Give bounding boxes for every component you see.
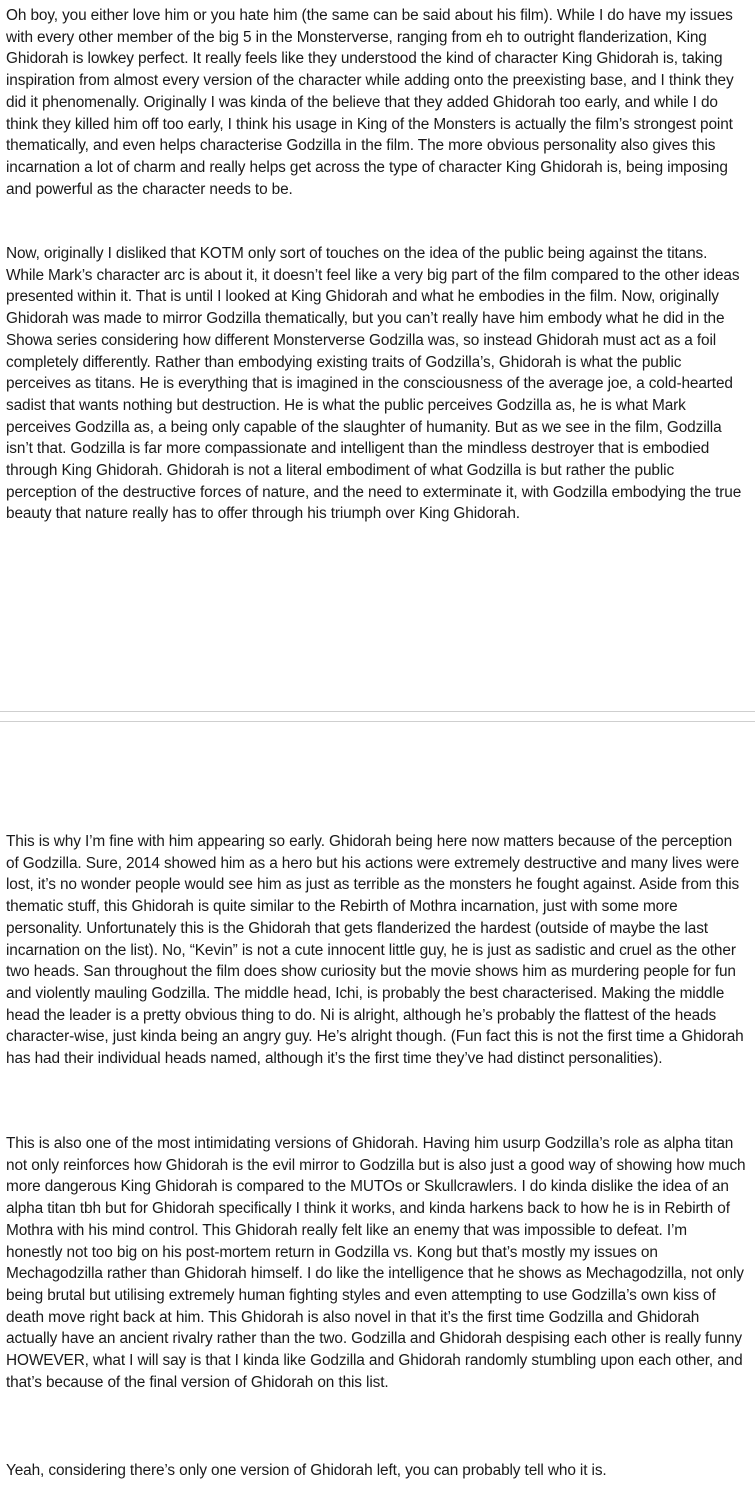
paragraph-closing: Yeah, considering there’s only one version of Ghidorah left, you can probably tell who it is. [6,1462,607,1479]
paragraph-intimidation: This is also one of the most intimidating versions of Ghidorah. Having him usurp Godzilla’s role as alpha titan not only reinforces how Ghidorah is the evil mirror to Godzilla but is also just a good way of showing how much more dangerous King Ghidorah is compared to the MUTOs or Skullcrawlers. I do kinda dislike the idea of an alpha titan tbh but for Ghidorah specifically I think it works, and kinda harkens back to how he is in Rebirth of Mothra with his mind control. This Ghidorah really felt like an enemy that was impossible to defeat. I’m honestly not too big on his post-mortem return in Godzilla vs. Kong but that’s mostly my issues on Mechagodzilla rather than Ghidorah himself. I do like the intelligence that he shows as Mechagodzilla, not only being brutal but utilising extremely human fighting styles and even attempting to use Godzilla’s own kiss of death move right back at him. This Ghidorah is also novel in that it’s the first time Godzilla and Ghidorah actually have an ancient rivalry rather than the two. Godzilla and Ghidorah despising each other is really funny HOWEVER, what I will say is that I kinda like Godzilla and Ghidorah randomly stumbling upon each other, and that’s because of the final version of Ghidorah on this list. [6,1135,746,1391]
page-break-divider [0,711,755,722]
paragraph-early-appearance: This is why I’m fine with him appearing so early. Ghidorah being here now matters because of the perception of Godzilla. Sure, 2014 showed him as a hero but his actions were extremely destructive and many lives were lost, it’s no wonder people would see him as just as terrible as the monsters he fought against. Aside from this thematic stuff, this Ghidorah is quite similar to the Rebirth of Mothra incarnation, just with some more personality. Unfortunately this is the Ghidorah that gets flanderized the hardest (outside of maybe the last incarnation on the list). No, “Kevin” is not a cute innocent little guy, he is just as sadistic and cruel as the other two heads. San throughout the film does show curiosity but the movie shows him as murdering people for fun and violently mauling Godzilla. The middle head, Ichi, is probably the best characterised. Making the middle head the leader is a pretty obvious thing to do. Ni is alright, although he’s probably the flattest of the heads character-wise, just kinda being an angry guy. He’s alright though. (Fun fact this is not the first time a Ghidorah has had their individual heads named, although it’s the first time they’ve had distinct personalities). [6,833,744,1068]
paragraph-theme: Now, originally I disliked that KOTM only sort of touches on the idea of the public being against the titans. While Mark’s character arc is about it, it doesn’t feel like a very big part of the film compared to the other ideas presented within it. That is until I looked at King Ghidorah and what he embodies in the film. Now, originally Ghidorah was made to mirror Godzilla thematically, but you can’t really have him embody what he did in the Showa series considering how different Monsterverse Godzilla was, so instead Ghidorah must act as a foil completely differently. Rather than embodying existing traits of Godzilla’s, Ghidorah is what the public perceives as titans. He is everything that is imagined in the consciousness of the average joe, a cold-hearted sadist that wants nothing but destruction. He is what the public perceives Godzilla as, he is what Mark perceives Godzilla as, a being only capable of the slaughter of humanity. But as we see in the film, Godzilla isn’t that. Godzilla is far more compassionate and intelligent than the mindless destroyer that is embodied through King Ghidorah. Ghidorah is not a literal embodiment of what Godzilla is but rather the public perception of the destructive forces of nature, and the need to exterminate it, with Godzilla embodying the true beauty that nature really has to offer through his triumph over King Ghidorah. [6,245,742,523]
document-page-1 [0,0,755,711]
paragraph-intro: Oh boy, you either love him or you hate him (the same can be said about his film). While I do have my issues with every other member of the big 5 in the Monsterverse, ranging from eh to outright flanderization, King Ghidorah is lowkey perfect. It really feels like they understood the kind of character King Ghidorah is, taking inspiration from almost every version of the character while adding onto the preexisting base, and I think they did it phenomenally. Originally I was kinda of the believe that they added Ghidorah too early, and while I do think they killed him off too early, I think his usage in King of the Monsters is actually the film’s strongest point thematically, and even helps characterise Godzilla in the film. The more obvious personality also gives this incarnation a lot of charm and really helps get across the type of character King Ghidorah is, being imposing and powerful as the character needs to be. [6,7,734,198]
document-page-2 [0,722,755,1490]
